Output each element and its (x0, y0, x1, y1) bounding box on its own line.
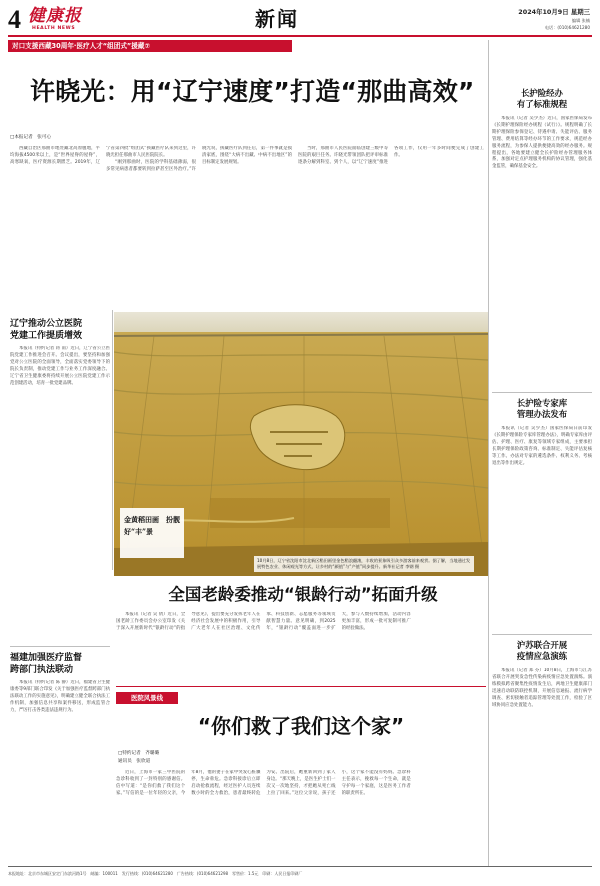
section-divider (10, 646, 110, 647)
section-divider (492, 392, 592, 393)
right-brief-body: 本报讯（记者 吴少杰）国家医保局日前印发《长期护理保险专家库管理办法》，明确专家库由评估、护理、医疗、康复等领域专家组成，主要承担长期护理保险政策咨询、标准制定、失能评估复核等工作。办法对专家的遴选条件、权利义务、考核退出等作出规定。 (492, 426, 592, 466)
column-divider (112, 310, 113, 570)
photo-caption-box (120, 508, 184, 558)
lead-headline: 许晓光：用“辽宁速度”打造“那曲高效” (30, 77, 475, 106)
lead-paragraph: 西藏自治区那曲市地处藏北高原腹地，平均海拔4500米以上，是“世界屋脊的屋脊”，高寒缺氧，医疗资源长期匮乏。2019年，辽宁省第四批“组团式”援藏医疗队来到这里，许晓光担任那曲市人民医院院长。 (10, 146, 196, 165)
rice-field-photo (114, 312, 488, 576)
mid-story-headline: 全国老龄委推动“银龄行动”拓面升级 (168, 585, 438, 604)
feature-tag (116, 692, 178, 704)
right-brief-title: 长护险经办 有了标准规程 (516, 88, 568, 109)
section-divider (492, 634, 592, 635)
feature-byline: □特约记者 齐璐璐 (118, 751, 160, 756)
page-number: 4 (8, 5, 21, 34)
masthead-rule (8, 35, 592, 37)
footer-rule (8, 866, 592, 867)
liaoning-body: 本报讯（特约记者 蒋 南）近日，辽宁省公立医院党建工作推进会召开。会议提出，要坚持和加强党对公立医院的全面领导，全面落实党委领导下的院长负责制，推动党建工作与业务工作深度融合。辽宁省卫生健康委将持续开展公立医院党建工作示范创建活动，培育一批党建品牌。 (10, 346, 110, 386)
photo-caption-text: 10月8日，辽宁省沈阳市沈北新区稻田画里金色稻浪翻滚，丰收的景象吸引众多游客前来观赏。据了解，当地通过发展特色农业、休闲观光等方式，让乡村的“颜值”与“产值”同步提升。新华社记者 李钢 摄 (254, 556, 474, 572)
column-divider (488, 40, 489, 866)
fujian-body: 本报讯（特约记者 陈 静）近日，福建省卫生健康委等9部门联合印发《关于加强医疗监督跨部门执法联动工作的实施意见》，明确建立健全联合执法工作机制，加强信息共享和案件移送，形成监管合力，严厉打击各类违法违规行为。 (10, 680, 110, 713)
feature-tag-label: 医院风景线 (131, 694, 163, 702)
editor-credit: 编辑 张楠 (571, 18, 590, 23)
lead-paragraph: 当时，那曲市人民医院面临创建三级甲等医院的艰巨任务。许晓光带领团队把评审标准逐条分解到科室、到个人，以“辽宁速度”推进各项工作，仅用一年多时间便完成了创建工作。 (298, 146, 484, 165)
masthead (8, 6, 592, 34)
lead-paragraph: “刚到那曲时，医院的学科基础薄弱，很多常见病患者都要转到拉萨甚至区外治疗。”许晓光说，援藏医疗队到任后，第一件事就是摸清家底，围绕“大病不出藏、中病不出地区”的目标制定发展规划。 (106, 146, 292, 173)
feature-byline: 通讯员 张欣道 (118, 759, 151, 764)
right-brief-title: 沪苏联合开展 疫情应急演练 (516, 640, 568, 661)
fujian-title: 福建加强医疗监督 跨部门执法联动 (10, 653, 83, 675)
mid-story-body: 本报讯（记者 吴 倩）近日，全国老龄工作委员会办公室印发《关于深入开展新时代“银龄行动”的指导意见》，提出要充分发挥老年人在经济社会发展中的积极作用，引导广大老年人在社区治理、文化传承、科技创新、志愿服务等领域贡献智慧力量。意见明确，到2025年，“银龄行动”覆盖面进一步扩大，参与人数持续增加，活动内容更加丰富，形成一批可复制可推广的经验做法。 (116, 612, 411, 631)
right-brief-body: 本报讯（记者 吴少杰）近日，国家医保局发布《长期护理保险经办规程（试行）》。规程明确了长期护理保险参保登记、待遇申请、失能评估、服务管理、费用结算等经办环节的工作要求，规范经办服务流程，为参保人提供便捷高效的经办服务。规程提出，各地要建立健全长护险经办管理服务体系，加强对定点护理服务机构的协议管理，强化基金监管，确保基金安全。 (492, 116, 592, 170)
footer-text: 本报地址：北京市东城区安定门东滨河路1号 邮编：100011 发行热线：(010)64621280 广告热线：(010)64621298 零售价：1.5元 印刷：人民日报印刷厂 (8, 871, 303, 876)
lead-byline: □本报记者 张可心 (10, 135, 52, 140)
lead-body (10, 146, 484, 304)
issue-date: 2024年10月9日 星期三 (518, 8, 590, 16)
right-brief-body: 本报讯（记者 郑 芬）10月8日，上海市与江苏省联合开展突发急性传染病疫情应急处置演练。演练模拟跨省聚集性疫情发生后，两地卫生健康部门迅速启动联防联控机制，开展信息通报、流行病学调查、密切接触者追踪管理等处置工作，检验了区域协同应急处置能力。 (492, 668, 592, 708)
series-banner (8, 40, 292, 52)
photo-caption-title: 金黄稻田画 扮靓好“丰”景 (124, 515, 180, 536)
liaoning-title: 辽宁推动公立医院 党建工作提质增效 (10, 319, 83, 341)
feature-divider (116, 686, 486, 687)
section-title: 新闻 (255, 7, 299, 31)
paper-name-en: HEALTH NEWS (32, 26, 76, 31)
paper-name: 健康报 (28, 6, 82, 26)
right-brief-title: 长护险专家库 管理办法发布 (516, 398, 568, 419)
right-brief (492, 88, 592, 390)
right-brief (492, 640, 592, 860)
feature-body: 近日，上海市一家三甲医院的急诊科收到了一封特别的感谢信。信中写道：“是你们救了我们这个家。”写信的是一位年轻的父亲，今年8月，他的妻子在家中突发心脏骤停，生命垂危。急诊科接诊后立即启动抢救流程，经过医护人员连续数小时的全力救治，患者最终转危为安。出院后，她重新回到了家人身边。“那天晚上，是医生护士们一次又一次地坚持，才把她从死亡线上拉了回来。”这位父亲说，孩子还小，这个家不能没有妈妈。急诊科主任表示，挽救每一个生命，就是守护每一个家庭，这是医务工作者的职责所在。 (116, 770, 411, 796)
right-brief (492, 398, 592, 632)
editor-phone: 电话：(010)64621280 (544, 25, 590, 30)
feature-headline: “你们救了我们这个家” (197, 714, 405, 738)
series-banner-text: 对口支援西藏30周年·医疗人才“组团式”援藏⑦ (12, 42, 151, 50)
